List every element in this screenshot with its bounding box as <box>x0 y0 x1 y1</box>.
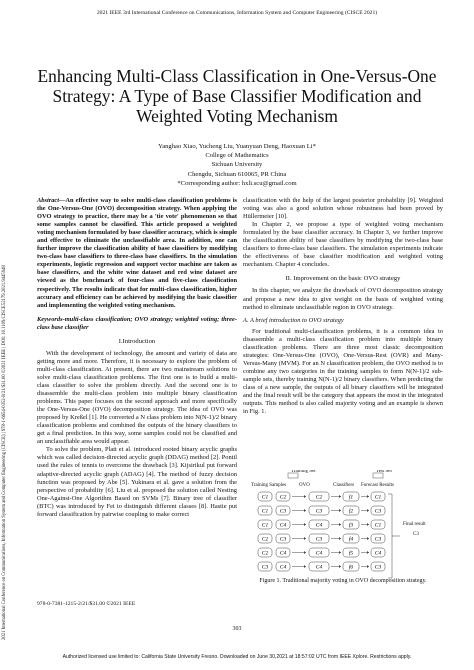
sample-a-label: C2 <box>261 550 269 557</box>
ovo-arrow-head <box>304 495 306 498</box>
figure-1 <box>243 470 443 590</box>
ovo-arrow-head <box>304 551 306 554</box>
section2-heading: II. Improvement on the basic OVO strategy <box>285 275 401 283</box>
intro-heading: I.Introduction <box>118 337 156 345</box>
abstract <box>37 197 237 310</box>
pair-label: C4 <box>315 550 323 557</box>
forecast-label: C3 <box>374 536 382 543</box>
right-paragraph-cont: classification with the help of the largest posterior probability [9]. Weighted voting was also a good solution whose robustness had been proved by Hüllermeier [10]. <box>243 197 443 221</box>
result-arrow-head <box>367 495 369 498</box>
sidebar-doi: 2021 International Conference on Communications, Information System and Computer Engineering (CISCE) | 978-1-6654-0352-8/21/$31.00 ©2021 IEEE | DOI: 10.1109/CISCE52179.2021.9445948 <box>2 265 7 640</box>
result-arrow-head <box>367 523 369 526</box>
fig-training-set-label: Training Set <box>291 470 316 474</box>
author-dept: College of Mathematics <box>205 152 269 160</box>
sample-b-label: C3 <box>279 508 287 515</box>
fig-test-set-label: Test Set <box>376 470 392 474</box>
sample-a-label: C1 <box>261 494 269 501</box>
keywords-body: multi-class classification; OVO strategy; weighted voting; three-class base classifier <box>37 315 237 331</box>
forecast-label: C1 <box>374 494 382 501</box>
ovo-arrow-head <box>304 537 306 540</box>
ovo-arrow-head <box>304 565 306 568</box>
forecast-label: C1 <box>374 522 382 529</box>
classifier-label: f1 <box>348 494 354 501</box>
fig-ovo-label: OVO <box>299 483 310 488</box>
author-names: Yanghao Xiao, Yucheng Liu, Yuanyuan Deng, Haoxuan Li* <box>158 143 316 150</box>
sample-a-label: C1 <box>261 508 269 515</box>
sample-b-label: C4 <box>279 550 287 557</box>
figure-rows <box>258 492 400 578</box>
classifier-label: f5 <box>348 550 354 557</box>
classifier-label: f2 <box>348 508 354 515</box>
result-arrow-head <box>367 551 369 554</box>
pair-label: C3 <box>315 508 323 515</box>
classifier-arrow-head <box>339 509 341 512</box>
sample-b-label: C2 <box>279 494 287 501</box>
left-column <box>37 197 237 519</box>
sample-b-label: C4 <box>279 564 287 571</box>
conference-header: 2021 IEEE 3rd International Conference on Communications, Information System and Computer Engineering (CISCE 2021) <box>96 10 378 16</box>
pair-label: C2 <box>315 494 323 501</box>
keywords-label: Keywords- <box>37 315 65 323</box>
ovo-arrow-head <box>304 523 306 526</box>
isbn-footer: 978-0-7381-1215-2/21/$31.00 ©2021 IEEE <box>37 601 136 607</box>
right-column <box>243 197 443 416</box>
author-univ: Sichuan University <box>211 161 263 169</box>
author-city: Chengdu, Sichuan 610065, PR China <box>187 170 287 178</box>
classifier-arrow-head <box>339 537 341 540</box>
fig-final-value: C3 <box>413 532 419 537</box>
keywords <box>37 316 237 332</box>
fig-final-result-label: Final result <box>403 522 426 527</box>
pair-label: C4 <box>315 564 323 571</box>
sample-a-label: C3 <box>261 564 269 571</box>
sample-a-label: C2 <box>261 536 269 543</box>
author-block <box>0 142 474 188</box>
forecast-label: C3 <box>374 564 382 571</box>
forecast-label: C4 <box>374 550 382 557</box>
final-result-bracket <box>388 494 400 578</box>
forecast-label: C3 <box>374 508 382 515</box>
intro-paragraph-1: With the development of technology, the amount and variety of data are getting more and more. Therefore, it is necessary to explore the problem of multi-class classification. At present, there are two mainstream solutions to solve multi-class classification problems. The first one is to build a multi-class classifier to solve the problem directly. And the second one is to disassemble the multi-class problem into multiple binary classification problems. This paper focuses on the second approach and more specifically the One-Versus-One (OVO) decomposition strategy. The idea of OVO was proposed by Kreßel [1]. He converted a N class problem into N(N-1)/2 binary classification problems and combined the outputs of the binary classifiers to get a final prediction. In this way, some samples could not be classified and an unclassifiable area would appear. <box>37 349 237 446</box>
classifier-arrow-head <box>339 565 341 568</box>
intro-paragraph-2: To solve the problem, Platt et al. introduced rooted binary acyclic graphs which was called decision-directed acyclic graph (DDAG) method [2]. Pontil used the rules of tennis to overcome the drawback [3]. Kijsirikul put forward adaptive-directed acyclic graph (ADAG) [4]. The method of fuzzy decision function was proposed by Abe [5]. Yukinara et al. gave a solution from the perspective of probability [6]. Liu et al. proposed the solution called Nesting One-Against-One Algorithm Based on SVMs [7]. Binary tree of classifier (BTC) was introduced by Fei to distinguish different classes [8]. Hastie put forward classification by pairwise coupling to make correct <box>37 446 237 518</box>
classifier-arrow-head <box>339 523 341 526</box>
pair-label: C3 <box>315 536 323 543</box>
subsection-a-heading: A. A brief introduction to OVO strategy <box>243 316 344 324</box>
ovo-arrow-head <box>304 509 306 512</box>
sample-a-label: C1 <box>261 522 269 529</box>
right-paragraph-2: In Chapter 2, we propose a type of weighted voting mechanism formulated by the base classifier accuracy. In Chapter 3, we further improve the classification ability of base classifiers by modifying the two-class base classifiers to three-class base classifiers. The simulation experiments indicate the effectiveness of base classifier modification and weighted voting mechanism. Chapter 4 concludes. <box>243 221 443 269</box>
classifier-label: f3 <box>348 522 354 529</box>
paper-title: Enhancing Multi-Class Classification in One-Versus-One Strategy: A Type of Base Classifier Modification and Weighted Voting Mechanism <box>37 66 437 126</box>
sample-b-label: C4 <box>279 522 287 529</box>
classifier-label: f4 <box>348 536 354 543</box>
fig-classifiers-label: Classifiers <box>333 483 355 488</box>
license-footer: Authorized licensed use limited to: California State University Fresno. Downloaded on June 30,2021 at 18:57:02 UTC from IEEE Xplore. Restrictions apply. <box>62 654 412 660</box>
result-arrow-head <box>367 537 369 540</box>
classifier-arrow-head <box>339 551 341 554</box>
abstract-body: —An effective way to solve multi-class classification problems is the One-Versus-One (OVO) decomposition strategy. When applying the OVO strategy to practice, there may be a 'tie vote' phenomenon so that some samples cannot be classified. This article proposed a weighted voting mechanism formulated by base classifier accuracy, which is simple and effective to eliminate the unclassifiable area. In addition, one can further improve the classification ability of base classifiers by modifying two-class base classifiers to three-class base classifiers. In the simulation experiments, logistic regression and support vector machine are taken as base classifiers, and the white wine dataset and red wine dataset are viewed as the benchmark of four-class and five-class classification respectively. The results indicate that for multi-class classification, higher accuracy and efficiency can be achieved by modifying the basic classifier and implementing the weighted voting mechanism. <box>37 197 237 309</box>
classifier-arrow-head <box>339 495 341 498</box>
fig-training-samples-label: Training Samples <box>251 483 287 488</box>
result-arrow-head <box>367 565 369 568</box>
author-email: *Corresponding author: hxli.scu@gmail.com <box>177 179 297 187</box>
result-arrow-head <box>367 509 369 512</box>
subsection-a-paragraph: For traditional multi-classification problems, it is a common idea to disassemble a multi-class classification problem into multiple binary classification problems. There are three most classic decomposition strategies: One-Versus-One (OVO), One-Versus-Rest (OVR) and Many-Versus-Many (MVM). For an N classification problem, the OVO method is to combine any two categories in the training samples to form N(N-1)/2 sub-sample sets, thereby training N(N-1)/2 binary classifiers. When predicting the class of a new sample, the outputs of all binary classifiers will be integrated and the final result will be the category that appears the most in the integrated outputs. This method is also called majority voting and an example is shown in Fig. 1. <box>243 327 443 416</box>
classifier-label: f6 <box>348 564 354 571</box>
page-number: 303 <box>232 626 242 632</box>
section2-paragraph-1: In this chapter, we analyze the drawback of OVO decomposition strategy and propose a new idea to give weight on the basis of weighted voting method to eliminate unclassifiable region in OVO strategy. <box>243 287 443 311</box>
figure-caption: Figure 1. Traditional majority voting in OVO decomposition strategy. <box>259 578 427 584</box>
fig-forecast-label: Forecast Results <box>361 483 394 488</box>
abstract-label: Abstract <box>37 197 60 204</box>
sample-b-label: C3 <box>279 536 287 543</box>
pair-label: C4 <box>315 522 323 529</box>
